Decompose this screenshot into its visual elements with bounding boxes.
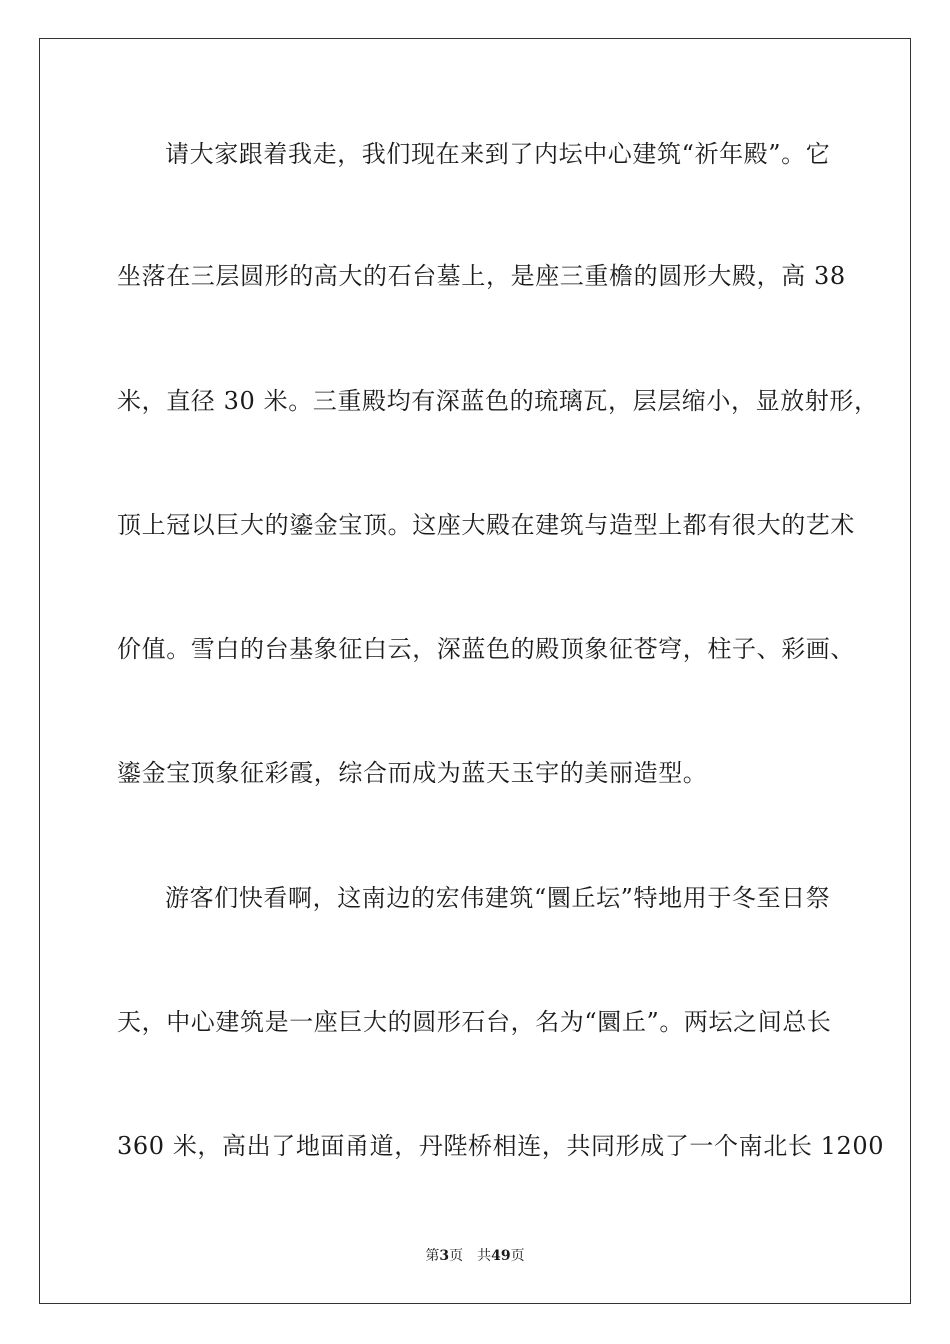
paragraph-2-line-3: 360 米，高出了地面甬道，丹陛桥相连，共同形成了一个南北长 1200 (117, 1132, 885, 1160)
page-border (39, 38, 911, 1304)
paragraph-1-line-5: 价值。雪白的台基象征白云，深蓝色的殿顶象征苍穹，柱子、彩画、 (117, 635, 855, 663)
paragraph-1-line-1: 请大家跟着我走，我们现在来到了内坛中心建筑“祈年殿”。它 (165, 140, 831, 168)
paragraph-2-line-1: 游客们快看啊，这南边的宏伟建筑“圜丘坛”特地用于冬至日祭 (165, 884, 831, 912)
page-unit: 页 (449, 1248, 464, 1264)
paragraph-1-line-3: 米，直径 30 米。三重殿均有深蓝色的琉璃瓦，层层缩小，显放射形， (117, 387, 879, 415)
current-page-number: 3 (439, 1248, 450, 1264)
page-prefix: 第 (425, 1248, 440, 1264)
total-page-count: 49 (491, 1248, 511, 1264)
paragraph-1-line-6: 鎏金宝顶象征彩霞，综合而成为蓝天玉宇的美丽造型。 (117, 759, 708, 787)
total-unit: 页 (510, 1248, 525, 1264)
paragraph-1-line-4: 顶上冠以巨大的鎏金宝顶。这座大殿在建筑与造型上都有很大的艺术 (117, 511, 855, 539)
total-prefix: 共 (477, 1248, 492, 1264)
paragraph-1-line-2: 坐落在三层圆形的高大的石台墓上，是座三重檐的圆形大殿，高 38 (117, 262, 846, 290)
paragraph-2-line-2: 天，中心建筑是一座巨大的圆形石台，名为“圜丘”。两坛之间总长 (117, 1008, 832, 1036)
page-footer (0, 1247, 950, 1265)
